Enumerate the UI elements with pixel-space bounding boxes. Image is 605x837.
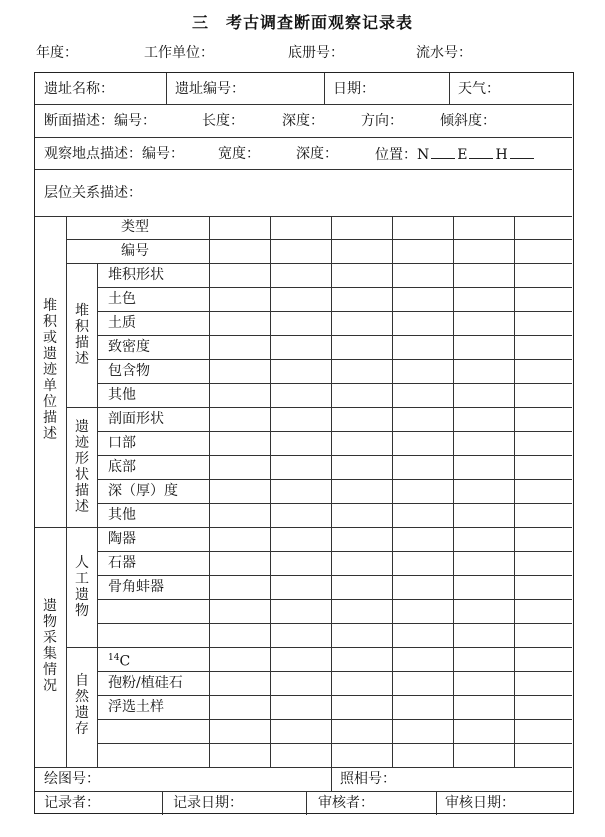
section-length-field: 长度： — [202, 113, 244, 129]
drawing-number-field: 绘图号： — [44, 771, 100, 787]
c14-label — [108, 650, 130, 670]
n-label: N — [417, 147, 430, 163]
row-label: 陶器 — [108, 531, 136, 547]
recorder-field: 记录者： — [44, 795, 100, 811]
row-label: 土质 — [108, 315, 136, 331]
row-label: 石器 — [108, 555, 136, 571]
work-unit-label: 工作单位： — [144, 45, 214, 61]
collection-group-label: 遗物采集情况 — [43, 598, 57, 694]
record-form — [34, 72, 574, 814]
h-label: H — [495, 147, 508, 163]
record-date-field: 记录日期： — [173, 795, 243, 811]
header-fields — [36, 42, 576, 62]
weather-field: 天气： — [458, 81, 500, 97]
type-label: 类型 — [121, 219, 149, 235]
row-label: 堆积形状 — [108, 267, 164, 283]
accumulation-label: 堆积描述 — [75, 303, 89, 367]
site-name-field: 遗址名称： — [44, 81, 114, 97]
page-title: 三 考古调查断面观察记录表 — [191, 13, 413, 32]
c14-superscript: 14 — [108, 653, 120, 663]
stratigraphy-field: 层位关系描述： — [44, 185, 142, 201]
observation-depth-field: 深度： — [296, 146, 338, 162]
row-label: 剖面形状 — [108, 411, 164, 427]
reviewer-field: 审核者： — [318, 795, 374, 811]
site-number-field: 遗址编号： — [175, 81, 245, 97]
feature-shape-label: 遗迹形状描述 — [75, 419, 89, 515]
register-number-label: 底册号： — [288, 45, 344, 61]
deposit-group-label: 堆积或遗迹单位描述 — [43, 298, 57, 442]
section-description-label: 断面描述：编号： — [44, 113, 156, 129]
date-field: 日期： — [333, 81, 375, 97]
row-label: 浮选土样 — [108, 699, 164, 715]
number-label: 编号 — [121, 243, 149, 259]
row-label: 致密度 — [108, 339, 150, 355]
review-date-field: 审核日期： — [445, 795, 515, 811]
observation-position-field — [375, 146, 536, 163]
year-label: 年度： — [36, 45, 78, 61]
row-label: 包含物 — [108, 363, 150, 379]
observation-width-field: 宽度： — [218, 146, 260, 162]
row-label: 土色 — [108, 291, 136, 307]
section-direction-field: 方向： — [361, 113, 403, 129]
e-label: E — [457, 147, 468, 163]
serial-number-label: 流水号： — [416, 45, 472, 61]
section-depth-field: 深度： — [282, 113, 324, 129]
row-label: 孢粉/植硅石 — [108, 675, 183, 691]
c14-symbol: C — [119, 653, 131, 670]
row-label: 口部 — [108, 435, 136, 451]
row-label: 骨角蚌器 — [108, 579, 164, 595]
natural-remains-label: 自然遗存 — [75, 673, 89, 737]
row-label: 深（厚）度 — [108, 483, 178, 499]
section-tilt-field: 倾斜度： — [440, 113, 496, 129]
row-label: 其他 — [108, 507, 136, 523]
row-label: 底部 — [108, 459, 136, 475]
position-label: 位置： — [375, 147, 417, 163]
row-label: 其他 — [108, 387, 136, 403]
observation-location-label: 观察地点描述：编号： — [44, 146, 184, 162]
photo-number-field: 照相号： — [340, 771, 396, 787]
artifacts-label: 人工遗物 — [75, 555, 89, 619]
